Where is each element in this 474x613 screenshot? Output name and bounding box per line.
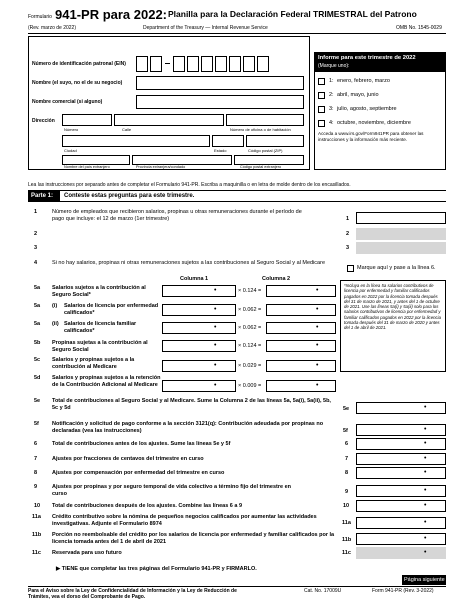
ein-digit-9[interactable] [257,56,269,72]
province-field[interactable] [132,155,232,165]
line-5b-col1-decimal: • [214,342,217,349]
line-7-text: Ajustes por fracciones de centavos del trimestre en curso [52,456,204,462]
address-sublabel-postal-ext: Código postal extranjero [240,165,282,169]
quarter-3-label: julio, agosto, septiembre [337,106,397,112]
line-11c-number: 11c [32,550,41,556]
line-4-check-label: Marque aquí y pase a la línea 6. [357,265,436,271]
line-5aii-col2[interactable] [266,322,336,334]
trade-name-label: Nombre comercial (si alguno) [32,99,103,105]
line-5a-col2[interactable] [266,285,336,297]
line-7-input[interactable] [356,453,446,465]
line-5f-input[interactable] [356,424,446,436]
ein-digit-7[interactable] [229,56,241,72]
line-5b-col2[interactable] [266,340,336,352]
street-number-field[interactable] [62,114,112,126]
form-label: Formulario [28,14,52,20]
ein-digit-8[interactable] [243,56,255,72]
line-5c-col2-decimal: • [316,362,319,369]
line-11c-text: Reservada para uso futuro [52,550,122,556]
line-11a-number: 11a [32,514,41,520]
catalog-number: Cat. No. 17009U [304,588,342,594]
privacy-notice: Para el Aviso sobre la Ley de Confidencialidad de Información y la Ley de Reducción de Trámites, vea el dorso del Comprobante de Pago. [28,588,237,600]
line-5aii-number: 5a [34,321,41,327]
line-11a-text: Crédito contributivo sobre la nómina de pequeños negocios calificados por aumentar las actividades investigativas. Adjunte el Formulario 8974 [52,514,317,527]
line-5ai-rate: × 0.062 = [238,307,262,313]
line-1-number: 1 [34,209,38,215]
line-5a-col1-decimal: • [214,287,217,294]
line-11b-text: Porción no reembolsable del crédito por los salarios de licencia por enfermedad y familiar calificados por la licencia tomada antes del 1 de abril de 2021 [52,532,335,545]
line-9-number: 9 [34,484,38,490]
part1-label: Parte 1: [31,193,54,199]
line-2-ref: 2 [346,231,350,237]
line-11b-number: 11b [32,532,42,538]
line-11b-input[interactable] [356,533,446,545]
line-10-decimal: • [424,502,427,509]
line-6-text: Total de contribuciones antes de los ajustes. Sume las líneas 5e y 5f [52,441,231,447]
line-5f-decimal: • [424,426,427,433]
line-5e-decimal: • [424,404,427,411]
quarter-box-title: Informe para este trimestre de 2022 [318,55,416,61]
line-11c-ref: 11c [342,550,351,556]
line-1-input[interactable] [356,212,446,224]
line-11b-ref: 11b [342,537,352,543]
line-5f-number: 5f [34,421,39,427]
line-5d-rate: × 0.009 = [238,383,262,389]
column-1-header: Columna 1 [180,276,209,282]
line-5d-col1-decimal: • [214,382,217,389]
line-5ai-text: Salarios de licencia por enfermedad calificados* [64,303,159,316]
ein-digit-5[interactable] [201,56,213,72]
line-8-decimal: • [424,469,427,476]
line-10-input[interactable] [356,500,446,512]
line-3-shaded-field [356,242,446,254]
column-2-header: Columna 2 [262,276,291,282]
line-5d-number: 5d [34,375,41,381]
line-5ai-col1-decimal: • [214,306,217,313]
quarter-1-checkbox[interactable] [318,78,325,85]
ein-dash [165,63,170,64]
line-8-text: Ajustes por compensación por enfermedad del trimestre en curso [52,470,225,476]
line-3-ref: 3 [346,245,350,251]
line-5ai-col2-decimal: • [316,306,319,313]
line-5e-input[interactable] [356,402,446,414]
line-1-text: Número de empleados que recibieron salarios, propinas u otras remuneraciones durante el período de pago que incluye: el 12 de marzo (1er trimestre) [52,209,302,222]
address-sublabel-numero: Número [64,127,79,132]
line-5a-col2-decimal: • [316,287,319,294]
line-6-decimal: • [424,440,427,447]
ein-digit-3[interactable] [173,56,185,72]
suite-field[interactable] [226,114,304,126]
revision-date: (Rev. marzo de 2022) [28,25,76,31]
side-note-text: *Incluya en la línea 5a salarios contributivos de licencia por enfermedad y familiar calificados pagados en 2022 por la licencia tomada después del 31 de marzo de 2021, y antes del 1 de octubre de 2021. Use las líneas 5a(i) y 5a(ii) solo para los salarios contributivos de licencia por enfermedad y familiar calificados pagados en 2022 por la licencia tomada después del 31 de marzo de 2020 y antes del 1 de abril de 2021. [344,283,441,331]
line-4-checkbox[interactable] [347,265,354,272]
line-9-ref: 9 [345,489,349,495]
quarter-3-num: 3: [329,106,334,112]
line-5aii-col1[interactable] [162,322,236,334]
line-5c-col1[interactable] [162,360,236,372]
address-sublabel-provincia: Provincia extranjera/condado [136,165,186,169]
quarter-1-label: enero, febrero, marzo [337,78,390,84]
address-label: Dirección [32,118,55,124]
country-field[interactable] [62,155,130,165]
name-field[interactable] [136,76,304,90]
line-5ai-col1[interactable] [162,304,236,316]
line-11a-decimal: • [424,519,427,526]
line-6-number: 6 [34,441,38,447]
line-5f-ref: 5f [343,428,348,434]
general-instructions: Lea las instrucciones por separado antes de completar el Formulario 941-PR. Escriba a maquinilla o en letra de molde dentro de los encasillados. [28,182,351,188]
line-5aii-rate: × 0.062 = [238,325,262,331]
line-6-ref: 6 [345,441,349,447]
line-5a-col1[interactable] [162,285,236,297]
line-5f-text: Notificación y solicitud de pago conforme a la sección 3121(q): Contribución adeudada por propinas no declaradas (vea las instrucciones) [52,421,324,434]
line-3-number: 3 [34,245,38,251]
line-5b-col1[interactable] [162,340,236,352]
foreign-postal-field[interactable] [234,155,304,165]
line-5ai-number: 5a [34,303,41,309]
city-field[interactable] [62,135,210,147]
line-1-ref: 1 [346,216,350,222]
address-sublabel-calle: Calle [122,127,132,132]
line-9-text: Ajustes por propinas y por seguro temporal de vida colectivo a término fijo del trimestre en curso [52,484,292,497]
line-5aii-col2-decimal: • [316,324,319,331]
line-5a-text: Salarios sujetos a la contribución al Seguro Social* [52,285,146,298]
line-5c-text: Salarios y propinas sujetos a la contribución al Medicare [52,357,135,370]
form-title: Planilla para la Declaración Federal TRIMESTRAL del Patrono [168,9,417,19]
line-5e-ref: 5e [343,406,350,412]
quarter-4-checkbox[interactable] [318,120,325,127]
ein-digit-1[interactable] [136,56,148,72]
quarter-3-checkbox[interactable] [318,106,325,113]
line-11c-decimal: • [424,549,427,556]
street-field[interactable] [114,114,224,126]
line-8-number: 8 [34,470,38,476]
zip-field[interactable] [246,135,304,147]
must-complete-note: ▶ TIENE que completar las tres páginas del Formulario 941-PR y FIRMARLO. [56,566,257,572]
line-5d-text: Salarios y propinas sujetos a la retención de la Contribución Adicional al Medicare [52,375,161,388]
address-sublabel-ciudad: Ciudad [64,148,77,153]
quarter-box-subtitle: (Marque uno): [318,63,350,69]
form-number: 941-PR para 2022: [55,7,168,22]
line-5ai-col2[interactable] [266,304,336,316]
line-5aii-col1-decimal: • [214,324,217,331]
ein-digit-6[interactable] [215,56,227,72]
quarter-4-label: octubre, noviembre, diciembre [337,120,411,126]
line-5ai-sub: (i) [52,303,58,309]
line-10-ref: 10 [343,503,350,509]
line-5a-rate: × 0.124 = [238,288,262,294]
quarter-2-label: abril, mayo, junio [337,92,379,98]
form-footer-id: Form 941-PR (Rev. 3-2022) [372,588,434,594]
line-2-shaded-field [356,228,446,240]
quarter-2-checkbox[interactable] [318,92,325,99]
line-9-input[interactable] [356,485,446,497]
line-11a-ref: 11a [342,520,351,526]
line-9-decimal: • [424,487,427,494]
quarter-box-note: Acceda a www.irs.gov/Form941PR para obtener las instrucciones y la información más reciente. [318,131,424,142]
line-5c-rate: × 0.029 = [238,363,262,369]
line-5d-col1[interactable] [162,380,236,392]
omb-number: OMB No. 1545-0029 [396,25,442,31]
line-5e-text: Total de contribuciones al Seguro Social y al Medicare. Sume la Columna 2 de las líneas 5a, 5a(i), 5a(ii), 5b, 5c y 5d [52,398,331,411]
line-5b-col2-decimal: • [316,342,319,349]
quarter-2-num: 2: [329,92,334,98]
line-4-text: Si no hay salarios, propinas ni otras remuneraciones sujetos a las contribuciones al Seguro Social y al Medicare [52,260,326,266]
next-page-label[interactable]: Página siguiente ▶ [404,577,451,583]
line-10-text: Total de contribuciones después de los ajustes. Combine las líneas 6 a 9 [52,503,243,509]
line-5c-col1-decimal: • [214,362,217,369]
line-8-ref: 8 [345,470,349,476]
quarter-4-num: 4: [329,120,334,126]
department: Department of the Treasury — Internal Revenue Service [143,25,268,31]
line-11b-decimal: • [424,535,427,542]
address-sublabel-zip: Código postal (ZIP) [248,148,283,153]
line-11c-shaded-field [356,547,446,559]
address-sublabel-suite: Número de oficina o de habitación [230,127,291,132]
quarter-1-num: 1: [329,78,334,84]
line-5aii-sub: (ii) [52,321,59,327]
address-sublabel-estado: Estado [214,148,227,153]
line-7-ref: 7 [345,456,349,462]
line-5aii-text: Salarios de licencia familiar calificados* [64,321,137,334]
state-field[interactable] [212,135,244,147]
line-5d-col2-decimal: • [316,382,319,389]
trade-name-field[interactable] [136,95,304,109]
part1-title: Conteste estas preguntas para este trimestre. [64,193,195,199]
line-10-number: 10 [34,503,41,509]
line-7-number: 7 [34,456,38,462]
line-5d-col2[interactable] [266,380,336,392]
line-7-decimal: • [424,455,427,462]
line-2-number: 2 [34,231,38,237]
line-6-input[interactable] [356,438,446,450]
line-5c-number: 5c [34,357,41,363]
ein-digit-2[interactable] [150,56,162,72]
line-5c-col2[interactable] [266,360,336,372]
line-5b-rate: × 0.124 = [238,343,262,349]
name-label: Nombre (el suyo, no el de su negocio) [32,80,123,86]
line-4-number: 4 [34,260,38,266]
line-5b-text: Propinas sujetas a la contribución al Seguro Social [52,340,148,353]
address-sublabel-pais: Nombre del país extranjero [64,165,110,169]
line-8-input[interactable] [356,467,446,479]
line-5b-number: 5b [34,340,41,346]
line-5e-number: 5e [34,398,41,404]
ein-digit-4[interactable] [187,56,199,72]
ein-label: Número de identificación patronal (EIN) [32,61,126,67]
line-5a-number: 5a [34,285,41,291]
line-11a-input[interactable] [356,517,446,529]
